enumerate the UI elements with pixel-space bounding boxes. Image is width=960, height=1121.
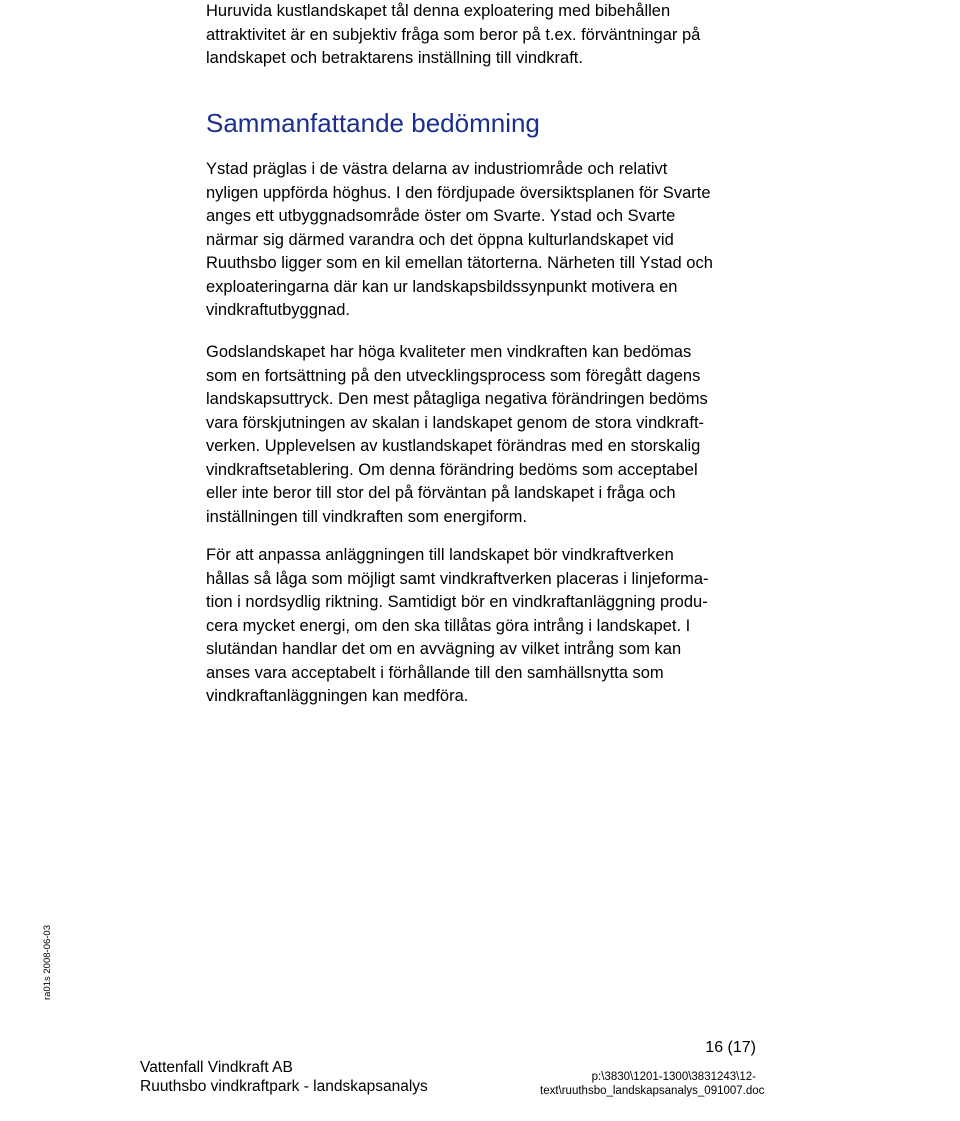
paragraph-line: inställningen till vindkraften som energiform. [206, 507, 527, 526]
paragraph-line: slutändan handlar det om en avvägning av vilket intrång som kan [206, 640, 682, 658]
paragraph-line: vara förskjutningen av skalan i landskapet genom de stora vindkraft- [206, 413, 705, 432]
paragraph-line: vindkraftutbyggnad. [206, 301, 351, 319]
paragraph-line: eller inte beror till stor del på förväntan på landskapet i fråga och [206, 484, 676, 502]
paragraph-line: Ystad präglas i de västra delarna av industriområde och relativt [206, 160, 668, 178]
section-heading-block [206, 108, 766, 138]
section-heading: Sammanfattande bedömning [206, 108, 540, 138]
summary-paragraph-3 [206, 544, 766, 709]
paragraph-line: nyligen uppförda höghus. I den fördjupade översiktsplanen för Svarte [206, 183, 711, 202]
footer-file-path [540, 1070, 765, 1098]
page-number: 16 (17) [705, 1039, 756, 1056]
paragraph-line: Ruuthsbo ligger som en kil emellan tätorterna. Närheten till Ystad och [206, 254, 713, 272]
paragraph-line: som en fortsättning på den utvecklingsprocess som föregått dagens [206, 366, 701, 385]
intro-paragraph [206, 0, 766, 71]
paragraph-line: exploateringarna där kan ur landskapsbildssynpunkt motivera en [206, 277, 678, 296]
paragraph-line: cera mycket energi, om den ska tillåtas göra intrång i landskapet. I [206, 616, 691, 635]
paragraph-line: närmar sig därmed varandra och det öppna kulturlandskapet vid [206, 230, 674, 249]
paragraph-line: vindkraftsetablering. Om denna förändring bedöms som acceptabel [206, 460, 698, 479]
summary-paragraph-2 [206, 341, 766, 529]
footer-path-line: p:\3830\1201-1300\3831243\12- [591, 1071, 756, 1083]
paragraph-line: För att anpassa anläggningen till landskapet bör vindkraftverken [206, 546, 674, 564]
paragraph-line: anses vara acceptabelt i förhållande till den samhällsnytta som [206, 663, 664, 682]
footer-left [140, 1058, 428, 1096]
intro-line: Huruvida kustlandskapet tål denna exploatering med bibehållen [206, 2, 671, 20]
footer-path-line: text\ruuthsbo_landskapsanalys_091007.doc [540, 1085, 765, 1097]
paragraph-line: Godslandskapet har höga kvaliteter men vindkraften kan bedömas [206, 343, 692, 361]
paragraph-line: tion i nordsydlig riktning. Samtidigt bör en vindkraftanläggning produ- [206, 593, 708, 611]
paragraph-line: hållas så låga som möjligt samt vindkraftverken placeras i linjeforma- [206, 569, 709, 588]
summary-paragraph-1 [206, 158, 766, 323]
intro-line: attraktivitet är en subjektiv fråga som beror på t.ex. förväntningar på [206, 25, 701, 44]
paragraph-line: vindkraftanläggningen kan medföra. [206, 687, 469, 705]
footer-report-title: Ruuthsbo vindkraftpark - landskapsanalys [140, 1078, 428, 1095]
margin-revision-stamp: ra01s 2008-06-03 [42, 925, 53, 1000]
intro-line: landskapet och betraktarens inställning till vindkraft. [206, 49, 583, 67]
paragraph-line: anges ett utbyggnadsområde öster om Svarte. Ystad och Svarte [206, 207, 676, 225]
paragraph-line: verken. Upplevelsen av kustlandskapet förändras med en storskalig [206, 437, 701, 455]
paragraph-line: landskapsuttryck. Den mest påtagliga negativa förändringen bedöms [206, 390, 708, 408]
footer-company: Vattenfall Vindkraft AB [140, 1059, 293, 1076]
